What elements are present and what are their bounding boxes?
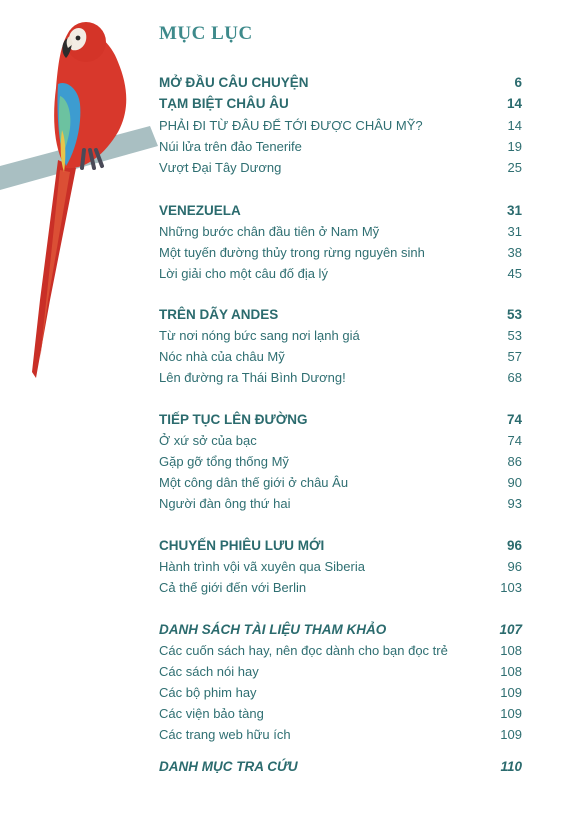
- toc-page-number: 96: [507, 559, 522, 574]
- toc-entry-title: Các bộ phim hay: [159, 685, 257, 700]
- toc-entry-title: Cả thế giới đến với Berlin: [159, 580, 307, 595]
- toc-entry-title: Một công dân thế giới ở châu Âu: [159, 475, 349, 490]
- toc-entry: [159, 640, 522, 661]
- toc-entry-title: Vượt Đại Tây Dương: [159, 160, 282, 175]
- toc-section-heading: [159, 619, 522, 640]
- toc-entry: [159, 242, 522, 263]
- toc-page-number: 107: [499, 622, 522, 637]
- toc-page-number: 31: [507, 224, 522, 239]
- toc-entry: [159, 346, 522, 367]
- toc-entry: [159, 157, 522, 178]
- toc-entry-title: DANH SÁCH TÀI LIỆU THAM KHẢO: [159, 622, 387, 637]
- toc-entry-title: Nóc nhà của châu Mỹ: [159, 349, 285, 364]
- toc-section-heading: [159, 409, 522, 430]
- toc-page-number: 14: [506, 96, 522, 111]
- toc-entry: [159, 703, 522, 724]
- toc-entry-title: Gặp gỡ tổng thống Mỹ: [159, 454, 289, 469]
- toc-entry-title: Từ nơi nóng bức sang nơi lạnh giá: [159, 328, 360, 343]
- toc-entry: [159, 472, 522, 493]
- toc-page-number: 53: [507, 328, 522, 343]
- toc-entry: [159, 221, 522, 242]
- toc-entry: [159, 325, 522, 346]
- toc-page-number: 74: [506, 412, 522, 427]
- toc-entry: [159, 451, 522, 472]
- toc-page-number: 90: [507, 475, 522, 490]
- toc-entry-title: TRÊN DÃY ANDES: [159, 307, 279, 322]
- toc-entry-title: Người đàn ông thứ hai: [159, 496, 291, 511]
- toc-entry-title: VENEZUELA: [159, 203, 241, 218]
- toc-entry: [159, 136, 522, 157]
- toc-entry-title: Một tuyến đường thủy trong rừng nguyên sinh: [159, 245, 425, 260]
- toc-page-number: 96: [506, 538, 522, 553]
- toc-entry: [159, 661, 522, 682]
- toc-page-number: 6: [514, 75, 522, 90]
- toc-entry-title: Các trang web hữu ích: [159, 727, 291, 742]
- toc-entry-title: Lời giải cho một câu đố địa lý: [159, 266, 328, 281]
- toc-entry-title: Những bước chân đầu tiên ở Nam Mỹ: [159, 224, 380, 239]
- toc-entry-title: TẠM BIỆT CHÂU ÂU: [159, 96, 289, 111]
- toc-page-number: 68: [507, 370, 522, 385]
- toc-entry: [159, 493, 522, 514]
- toc-entry: [159, 682, 522, 703]
- toc-page-number: 25: [507, 160, 522, 175]
- toc-entry: [159, 577, 522, 598]
- toc-entry-title: Lên đường ra Thái Bình Dương!: [159, 370, 346, 385]
- toc-page-number: 53: [506, 307, 522, 322]
- toc-entry-title: Các cuốn sách hay, nên đọc dành cho bạn đọc trẻ: [159, 643, 448, 658]
- toc-page-number: 108: [500, 643, 522, 658]
- toc-entry-title: PHẢI ĐI TỪ ĐÂU ĐỂ TỚI ĐƯỢC CHÂU MỸ?: [159, 118, 423, 133]
- toc-entry-title: DANH MỤC TRA CỨU: [159, 759, 298, 774]
- parrot-illustration: [0, 0, 160, 400]
- toc-entry-title: MỞ ĐẦU CÂU CHUYỆN: [159, 75, 309, 90]
- toc-entry: [159, 556, 522, 577]
- toc-section-heading: [159, 93, 522, 114]
- toc-entry: [159, 430, 522, 451]
- toc-entry-title: Hành trình vội vã xuyên qua Siberia: [159, 559, 365, 574]
- toc-entry-title: Núi lửa trên đảo Tenerife: [159, 139, 302, 154]
- toc-page-number: 103: [500, 580, 522, 595]
- toc-page-number: 14: [507, 118, 522, 133]
- toc-section-heading: [159, 756, 522, 777]
- toc-page-number: 109: [500, 706, 522, 721]
- toc-page-number: 108: [500, 664, 522, 679]
- toc-page-number: 45: [507, 266, 522, 281]
- parrot-tail: [32, 160, 76, 378]
- toc-page-number: 57: [507, 349, 522, 364]
- toc-page-number: 38: [507, 245, 522, 260]
- toc-page-number: 93: [507, 496, 522, 511]
- toc-page-number: 110: [500, 759, 522, 774]
- toc-section-heading: [159, 535, 522, 556]
- toc-entry-title: CHUYẾN PHIÊU LƯU MỚI: [159, 538, 325, 553]
- toc-section-heading: [159, 200, 522, 221]
- toc-page-number: 109: [500, 727, 522, 742]
- toc-entry: [159, 367, 522, 388]
- toc-section-heading: [159, 72, 522, 93]
- toc-entry-title: TIẾP TỤC LÊN ĐƯỜNG: [159, 412, 308, 427]
- toc-section-heading: [159, 304, 522, 325]
- toc-entry-title: Ở xứ sở của bạc: [159, 433, 257, 448]
- toc-page-number: 74: [507, 433, 522, 448]
- toc-page-number: 109: [500, 685, 522, 700]
- toc-page-number: 31: [506, 203, 522, 218]
- toc-entry-title: Các viện bảo tàng: [159, 706, 264, 721]
- page-title: MỤC LỤC: [159, 23, 253, 44]
- toc-entry: [159, 115, 522, 136]
- toc-entry-title: Các sách nói hay: [159, 664, 259, 679]
- toc-page-number: 86: [507, 454, 522, 469]
- toc-entry: [159, 263, 522, 284]
- toc-entry: [159, 724, 522, 745]
- toc-page-number: 19: [507, 139, 522, 154]
